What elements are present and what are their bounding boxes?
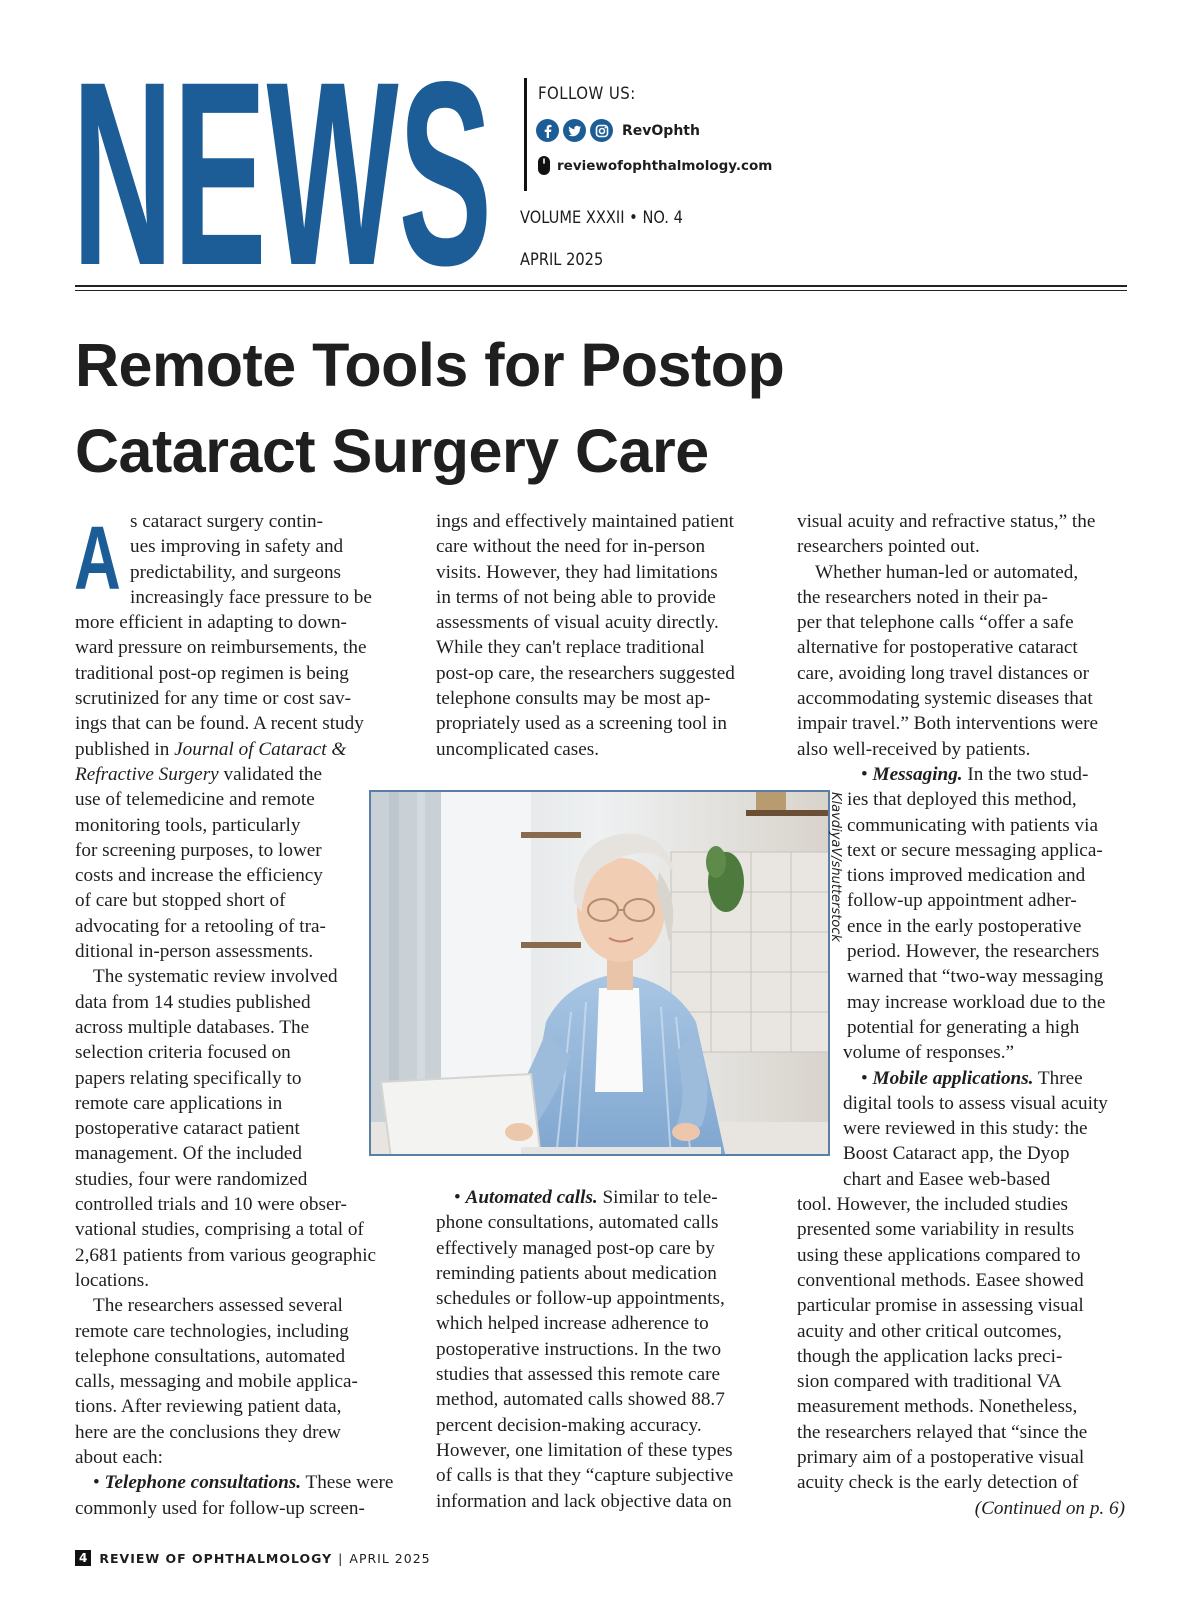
text-line: monitoring tools, particularly — [75, 814, 301, 836]
article-column-3 — [797, 509, 1127, 1521]
text-line: Whether human-led or automated, — [815, 561, 1079, 583]
emphasis-run: Automated calls. — [465, 1187, 598, 1208]
article-column-2-top — [436, 509, 776, 762]
text-line: calls, messaging and mobile applica- — [75, 1371, 358, 1393]
text-line: using these applications compared to — [797, 1244, 1081, 1266]
text-line: schedules or follow-up appointments, — [436, 1288, 725, 1310]
emphasis-run: Telephone consultations. — [104, 1472, 302, 1494]
text-line: follow-up appointment adher- — [847, 890, 1077, 912]
text-line: remote care technologies, including — [75, 1320, 349, 1342]
article-column-2-bottom — [436, 1185, 776, 1514]
website-url[interactable]: reviewofophthalmology.com — [557, 157, 773, 174]
text-line: visits. However, they had limitations — [436, 561, 718, 583]
text-line: advocating for a retooling of tra- — [75, 915, 326, 937]
text-line: Refractive Surgery validated the — [75, 763, 323, 785]
article-headline — [75, 322, 1125, 494]
text-line: However, one limitation of these types — [436, 1439, 733, 1461]
mouse-icon — [537, 155, 551, 176]
text-line: method, automated calls showed 88.7 — [436, 1389, 725, 1411]
text-line: ward pressure on reimbursements, the — [75, 637, 367, 659]
text-line: data from 14 studies published — [75, 991, 311, 1013]
emphasis-run: Messaging. — [872, 763, 963, 785]
text-line: more efficient in adapting to down- — [75, 612, 347, 634]
page-number: 4 — [75, 1550, 91, 1566]
text-line: digital tools to assess visual acuity — [843, 1092, 1108, 1114]
text-line: post-op care, the researchers suggested — [436, 662, 735, 684]
text-line: per that telephone calls “offer a safe — [797, 612, 1074, 634]
text-line: ings that can be found. A recent study — [75, 713, 364, 735]
text-line: tool. However, the included studies — [797, 1194, 1068, 1216]
text-line: care without the need for in-person — [436, 536, 706, 558]
text-line: the researchers noted in their pa- — [797, 586, 1048, 608]
text-line: uncomplicated cases. — [436, 738, 600, 760]
text-line: postoperative instructions. In the two — [436, 1338, 722, 1360]
text-line: acuity check is the early detection of — [797, 1472, 1079, 1494]
text-line: assessments of visual acuity directly. — [436, 612, 719, 634]
text-line: presented some variability in results — [797, 1219, 1075, 1241]
footer-date: APRIL 2025 — [349, 1550, 431, 1566]
text-line: measurement methods. Nonetheless, — [797, 1396, 1078, 1418]
text-line: costs and increase the efficiency — [75, 865, 323, 887]
emphasis-run: Refractive Surgery — [75, 763, 219, 785]
text-line: volume of responses.” — [843, 1042, 1015, 1064]
text-line: researchers pointed out. — [797, 536, 980, 558]
text-line: The systematic review involved — [93, 966, 338, 988]
woman-laptop-illustration — [371, 792, 830, 1156]
text-line: studies that assessed this remote care — [436, 1364, 720, 1386]
bullet-heading-line: • Messaging. In the two stud- — [861, 763, 1089, 785]
facebook-icon[interactable] — [536, 119, 559, 142]
text-line: propriately used as a screening tool in — [436, 713, 727, 735]
text-line: tions. After reviewing patient data, — [75, 1396, 342, 1418]
text-line: about each: — [75, 1446, 163, 1468]
text-line: ues improving in safety and — [130, 536, 344, 558]
text-line: postoperative cataract patient — [75, 1118, 300, 1140]
text-line: care, avoiding long travel distances or — [797, 662, 1089, 684]
text-line: period. However, the researchers — [847, 941, 1100, 963]
text-line: telephone consults may be most ap- — [436, 688, 711, 710]
text-line: impair travel.” Both interventions were — [797, 713, 1099, 735]
footer-separator: | — [338, 1550, 344, 1566]
bullet-heading-line: • Mobile applications. Three — [861, 1067, 1083, 1089]
social-links — [536, 119, 700, 142]
text-line: text or secure messaging applica- — [847, 839, 1103, 861]
news-masthead-title: NEWS — [72, 56, 492, 274]
text-line: sion compared with traditional VA — [797, 1371, 1062, 1393]
volume-number: VOLUME XXXII • NO. 4 — [520, 208, 683, 228]
headline-line: Cataract Surgery Care — [75, 417, 709, 485]
text-line: across multiple databases. The — [75, 1016, 310, 1038]
text-line: papers relating specifically to — [75, 1067, 302, 1089]
bullet-heading-line: • Automated calls. Similar to tele- — [454, 1187, 718, 1208]
emphasis-run: Mobile applications. — [872, 1067, 1034, 1089]
text-line: effectively managed post-op care by — [436, 1237, 715, 1259]
text-line: alternative for postoperative cataract — [797, 637, 1078, 659]
text-line: reminding patients about medication — [436, 1262, 717, 1284]
text-line: selection criteria focused on — [75, 1042, 291, 1064]
follow-us-label: FOLLOW US: — [538, 84, 636, 104]
text-line: While they can't replace traditional — [436, 637, 705, 659]
drop-cap: A — [74, 509, 121, 609]
text-line: phone consultations, automated calls — [436, 1212, 719, 1234]
text-line: ence in the early postoperative — [847, 915, 1082, 937]
masthead-rule-thin — [75, 290, 1127, 291]
follow-divider — [524, 78, 527, 191]
photo-credit-text: KlavdiyaV/shutterstock — [828, 792, 843, 942]
text-line: were reviewed in this study: the — [843, 1118, 1088, 1140]
text-line: studies, four were randomized — [75, 1168, 308, 1190]
text-line: ies that deployed this method, — [847, 789, 1077, 811]
emphasis-run: Journal of Cataract & — [174, 738, 347, 760]
text-line: particular promise in assessing visual — [797, 1295, 1084, 1317]
bullet-heading-line: • Telephone consultations. These were — [93, 1472, 394, 1494]
issue-date: APRIL 2025 — [520, 250, 604, 270]
text-line: predictability, and surgeons — [130, 561, 342, 583]
text-line: communicating with patients via — [847, 814, 1098, 836]
text-line: the researchers relayed that “since the — [797, 1421, 1088, 1443]
text-line: also well-received by patients. — [797, 738, 1031, 760]
text-line: which helped increase adherence to — [436, 1313, 709, 1335]
text-line: published in Journal of Cataract & — [75, 738, 347, 760]
text-line: use of telemedicine and remote — [75, 789, 315, 811]
text-line: in terms of not being able to provide — [436, 586, 716, 608]
text-line: warned that “two-way messaging — [847, 966, 1104, 988]
text-line: management. Of the included — [75, 1143, 302, 1165]
text-line: accommodating systemic diseases that — [797, 688, 1093, 710]
article-column-1 — [75, 509, 405, 1521]
text-line: of calls is that they “capture subjective — [436, 1465, 734, 1487]
text-line: potential for generating a high — [847, 1016, 1080, 1038]
text-line: Boost Cataract app, the Dyop — [843, 1143, 1070, 1165]
text-line: tions improved medication and — [847, 865, 1086, 887]
masthead-rule — [75, 285, 1127, 287]
text-line: vational studies, comprising a total of — [75, 1219, 364, 1241]
text-line: increasingly face pressure to be — [130, 586, 372, 608]
text-line: primary aim of a postoperative visual — [797, 1446, 1085, 1468]
text-line: remote care applications in — [75, 1092, 283, 1114]
text-line: controlled trials and 10 were obser- — [75, 1194, 347, 1216]
text-line: locations. — [75, 1269, 150, 1291]
headline-line: Remote Tools for Postop — [75, 331, 785, 399]
text-line: 2,681 patients from various geographic — [75, 1244, 377, 1266]
news-masthead — [72, 56, 492, 274]
text-line: chart and Easee web-based — [843, 1168, 1051, 1190]
twitter-icon[interactable] — [563, 119, 586, 142]
text-line: s cataract surgery contin- — [130, 511, 324, 532]
continued-note[interactable]: (Continued on p. 6) — [974, 1497, 1125, 1519]
text-line: may increase workload due to the — [847, 991, 1106, 1013]
social-handle[interactable]: RevOphth — [622, 122, 700, 139]
text-line: information and lack objective data on — [436, 1490, 732, 1512]
text-line: commonly used for follow-up screen- — [75, 1497, 365, 1519]
text-line: scrutinized for any time or cost sav- — [75, 688, 351, 710]
text-line: The researchers assessed several — [93, 1295, 343, 1317]
text-line: of care but stopped short of — [75, 890, 286, 912]
text-line: traditional post-op regimen is being — [75, 662, 349, 684]
text-line: percent decision-making accuracy. — [436, 1414, 702, 1436]
text-line: visual acuity and refractive status,” the — [797, 511, 1096, 532]
text-line: for screening purposes, to lower — [75, 839, 322, 861]
text-line: though the application lacks preci- — [797, 1345, 1063, 1367]
publication-name: REVIEW OF OPHTHALMOLOGY — [99, 1550, 333, 1566]
article-photo — [369, 790, 830, 1156]
text-line: conventional methods. Easee showed — [797, 1269, 1084, 1291]
text-line: acuity and other critical outcomes, — [797, 1320, 1062, 1342]
text-line: ings and effectively maintained patient — [436, 511, 735, 532]
website-link[interactable] — [537, 155, 772, 176]
text-line: here are the conclusions they drew — [75, 1421, 341, 1443]
text-line: ditional in-person assessments. — [75, 941, 314, 963]
instagram-icon[interactable] — [590, 119, 613, 142]
page-footer — [75, 1550, 431, 1566]
text-line: telephone consultations, automated — [75, 1345, 346, 1367]
